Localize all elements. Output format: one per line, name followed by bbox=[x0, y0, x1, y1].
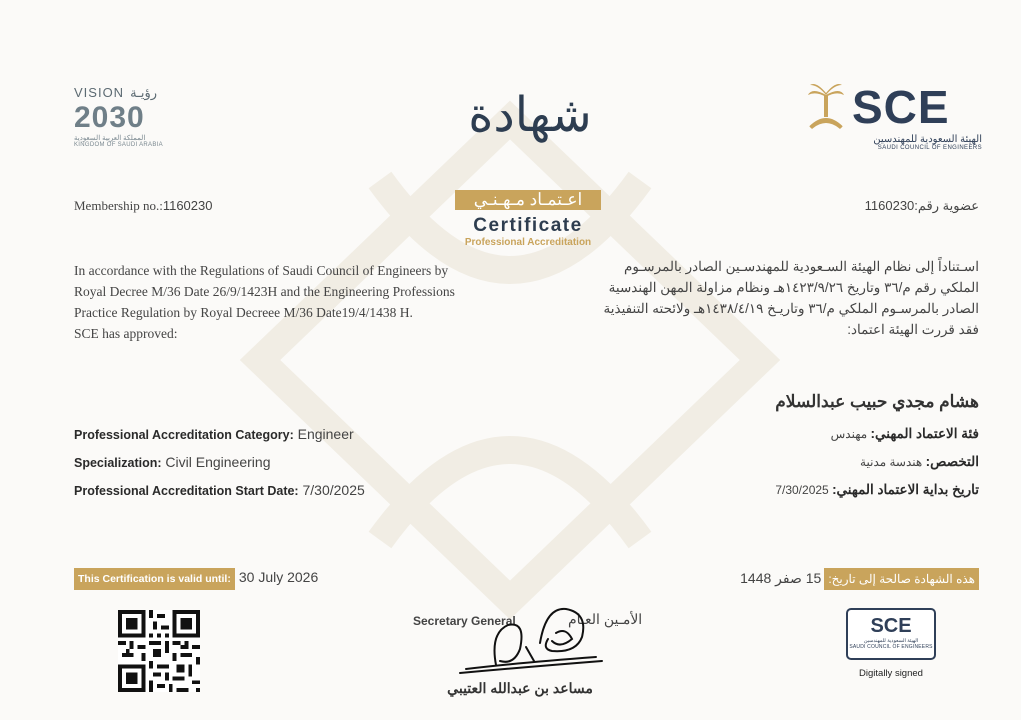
specialization-row-en: Specialization: Civil Engineering bbox=[74, 454, 271, 470]
signer-name-arabic: مساعد بن عبدالله العتيبي bbox=[447, 680, 593, 696]
certificate-subtitle-english: Professional Accreditation bbox=[464, 237, 592, 248]
validity-label-en: This Certification is valid until: bbox=[74, 568, 235, 590]
statement-english: In accordance with the Regulations of Saudi Council of Engineers by Royal Decree M/36 Date 26/9/1423H and the Engineering Professions Practice Regulation by Royal Decreee M/36 Date19/4/1438 H. SCE has approved: bbox=[74, 263, 455, 341]
category-row-en: Professional Accreditation Category: Engineer bbox=[74, 426, 354, 442]
secretary-general-title-en: Secretary General bbox=[413, 614, 516, 628]
handwritten-signature bbox=[456, 603, 606, 685]
membership-number-ar: عضوية رقم:1160230 bbox=[864, 198, 979, 213]
validity-date-en: 30 July 2026 bbox=[238, 569, 319, 585]
holder-name-arabic: هشام مجدي حبيب عبدالسلام bbox=[775, 392, 979, 411]
membership-number-en: Membership no.:1160230 bbox=[74, 198, 213, 213]
start-date-row-ar: تاريخ بداية الاعتماد المهني: 7/30/2025 bbox=[775, 482, 979, 497]
professional-accreditation-band-arabic: اعـتمـاد مـهـنـي bbox=[455, 190, 601, 210]
certificate-title-english: Certificate bbox=[473, 215, 583, 236]
sce-logo: SCE الهيئة السعودية للمهندسين SAUDI COUNCIL OF ENGINEERS bbox=[806, 80, 982, 160]
validity-label-ar: هذه الشهادة صالحة إلى تاريخ: bbox=[824, 568, 979, 590]
validity-date-ar: 15 صفر 1448 bbox=[740, 570, 822, 586]
digitally-signed-caption: Digitally signed bbox=[859, 668, 923, 679]
statement-arabic: اسـتناداً إلى نظام الهيئة السـعودية للمهندسـين الصادر بالمرسـوم الملكي رقم م/٣٦ وتاريخ ١٤٢٣/٩/٢٦هـ ونظام مزاولة المهن الهندسية الصادر بالمرسـوم الملكي م/٣٦ وتاريـخ ١٤٣٨/٤/١٩هـ ولائحته التنفيذية فقد قررت الهيئة اعتماد: bbox=[603, 259, 979, 337]
start-date-row-en: Professional Accreditation Start Date: 7/30/2025 bbox=[74, 482, 365, 498]
validity-en bbox=[74, 568, 318, 590]
certificate-title-arabic: شهادة bbox=[468, 87, 592, 143]
qr-code[interactable] bbox=[118, 610, 200, 692]
specialization-row-ar: التخصص: هندسة مدنية bbox=[860, 454, 979, 469]
category-row-ar: فئة الاعتماد المهني: مهندس bbox=[830, 426, 979, 441]
vision-2030-logo: VISION رؤيـة 2030 المملكة العربية السعودية KINGDOM OF SAUDI ARABIA bbox=[74, 85, 163, 148]
secretary-general-title-ar: الأمـين العـام bbox=[568, 611, 643, 627]
digital-seal-stamp[interactable]: SCE الهيئة السعودية للمهندسين SAUDI COUNCIL OF ENGINEERS bbox=[846, 608, 936, 660]
palm-swords-icon bbox=[806, 81, 846, 133]
validity-ar bbox=[740, 568, 979, 590]
